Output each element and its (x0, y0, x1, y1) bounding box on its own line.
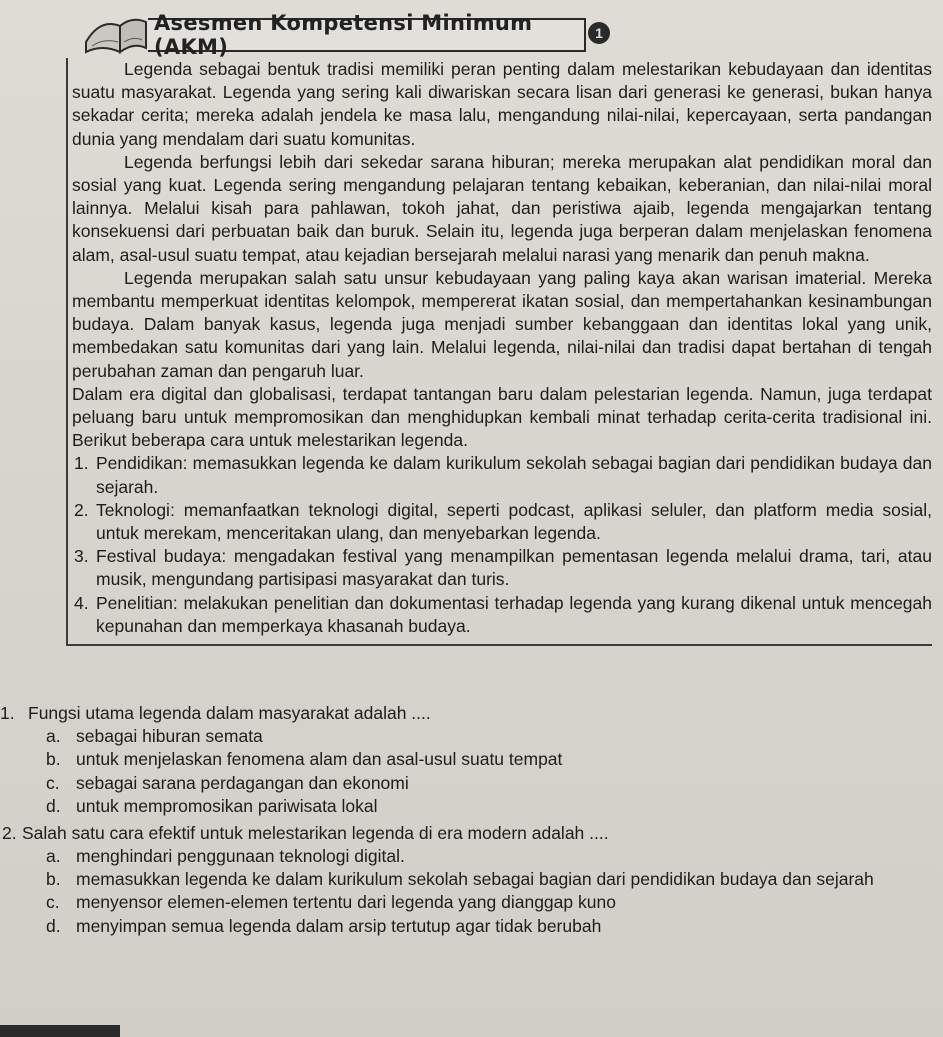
passage-paragraph: Legenda berfungsi lebih dari sekedar sarana hiburan; mereka merupakan alat pendidikan moral dan sosial yang kuat. Legenda sering mengandung pelajaran tentang kebaikan, keberanian, dan nilai-nilai moral lainnya. Melalui kisah para pahlawan, tokoh jahat, dan peristiwa ajaib, legenda mengajarkan tentang konsekuensi dari perbuatan baik dan buruk. Selain itu, legenda juga berperan dalam menjelaskan fenomena alam, asal-usul suatu tempat, atau kejadian bersejarah melalui narasi yang menarik dan penuh makna. (72, 151, 932, 265)
passage-paragraph: Legenda sebagai bentuk tradisi memiliki peran penting dalam melestarikan kebudayaan dan identitas suatu masyarakat. Legenda yang sering kali diwariskan secara lisan dari generasi ke generasi, bukan hanya sekadar cerita; mereka adalah jendela ke masa lalu, mengandung nilai-nilai, kepercayaan, serta pandangan dunia yang mendalam dari suatu komunitas. (72, 59, 932, 149)
question-section (0, 702, 943, 941)
title-box (148, 11, 586, 59)
answer-option-a[interactable]: a. sebagai hiburan semata (46, 726, 263, 746)
answer-option-d[interactable]: d. menyimpan semua legenda dalam arsip tertutup agar tidak berubah (46, 915, 602, 936)
section-number-badge: 1 (588, 22, 610, 44)
page-title: Asesmen Kompetensi Minimum (AKM) (154, 11, 533, 59)
answer-option-a[interactable]: a. menghindari penggunaan teknologi digital. (46, 845, 405, 866)
answer-option-b[interactable]: b. memasukkan legenda ke dalam kurikulum sekolah sebagai bagian dari pendidikan budaya dan sejarah (46, 869, 874, 890)
answer-option-c[interactable]: c. menyensor elemen-elemen tertentu dari legenda yang dianggap kuno (46, 892, 616, 913)
question-stem: 2. Salah satu cara efektif untuk melestarikan legenda di era modern adalah .... (2, 822, 609, 843)
answer-options (0, 725, 943, 819)
passage-paragraph: Legenda merupakan salah satu unsur kebudayaan yang paling kaya akan warisan imaterial. Mereka membantu memperkuat identitas kelompok, mempererat ikatan sosial, dan mempertahankan kesinambungan budaya. Dalam banyak kasus, legenda juga menjadi sumber kebanggaan dan identitas lokal yang unik, membedakan satu komunitas dari yang lain. Melalui legenda, nilai-nilai dan tradisi dapat bertahan di tengah perubahan zaman dan pengaruh luar. (72, 267, 932, 381)
method-item: 4. Penelitian: melakukan penelitian dan dokumentasi terhadap legenda yang kurang dikenal untuk mencegah kepunahan dan memperkaya khasanah budaya. (74, 592, 932, 636)
open-book-icon (80, 12, 150, 56)
method-item: 2. Teknologi: memanfaatkan teknologi digital, seperti podcast, aplikasi seluler, dan platform media sosial, untuk merekam, menceritakan ulang, dan menyebarkan legenda. (74, 499, 932, 544)
method-item: 1. Pendidikan: memasukkan legenda ke dalam kurikulum sekolah sebagai bagian dari pendidikan budaya dan sejarah. (74, 453, 932, 497)
preservation-methods-list (72, 452, 932, 638)
question-stem: 1. Fungsi utama legenda dalam masyarakat adalah .... (0, 703, 431, 723)
reading-passage (66, 58, 932, 646)
passage-paragraph: Dalam era digital dan globalisasi, terdapat tantangan baru dalam pelestarian legenda. Namun, juga terdapat peluang baru untuk mempromosikan dan menghidupkan kembali minat terhadap cerita-cerita tradisional ini. Berikut beberapa cara untuk melestarikan legenda. (72, 383, 932, 451)
page-corner-decoration (0, 1025, 120, 1037)
akm-header (80, 8, 620, 59)
question-2 (0, 822, 943, 939)
method-item: 3. Festival budaya: mengadakan festival yang menampilkan pementasan legenda melalui drama, tari, atau musik, mengundang partisipasi masyarakat dan turis. (74, 546, 932, 590)
answer-options (0, 845, 943, 939)
answer-option-b[interactable]: b. untuk menjelaskan fenomena alam dan asal-usul suatu tempat (46, 749, 563, 770)
answer-option-c[interactable]: c. sebagai sarana perdagangan dan ekonomi (46, 772, 409, 793)
answer-option-d[interactable]: d. untuk mempromosikan pariwisata lokal (46, 796, 378, 817)
question-1 (0, 702, 943, 819)
